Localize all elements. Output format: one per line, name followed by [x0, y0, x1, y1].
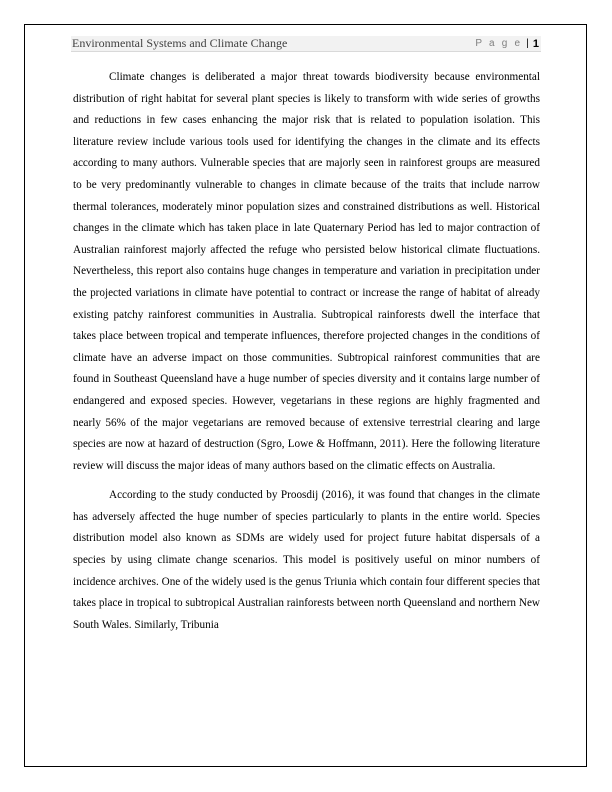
page-separator: |: [526, 38, 529, 49]
page-header: [71, 36, 541, 52]
paragraph-1: Climate changes is deliberated a major threat towards biodiversity because environmental distribution of right habitat for several plant species is likely to transform with wide series of growths and reductions in few cases enhancing the major risk that is related to population isolation. This literature review include various tools used for identifying the changes in the climate and its effects according to many authors. Vulnerable species that are majorly seen in rainforest groups are measured to be very predominantly vulnerable to changes in climate because of the traits that include narrow thermal tolerances, moderately minor population sizes and constrained distributions as well. Historical changes in the climate which has taken place in late Quaternary Period has led to major contraction of Australian rainforest majorly affected the refuge who persisted below historical climate fluctuations. Nevertheless, this report also contains huge changes in temperature and variation in precipitation under the projected variations in climate have potential to contract or increase the range of habitat of already existing patchy rainforest communities in Australia. Subtropical rainforests dwell the interface that takes place between tropical and temperate influences, therefore projected changes in the conditions of climate have an adverse impact on those communities. Subtropical rainforest communities that are found in Southeast Queensland have a huge number of species diversity and it contains large number of endangered and exposed species. However, vegetarians in these regions are highly fragmented and nearly 56% of the major vegetarians are removed because of extensive terrestrial clearing and large species are now at hazard of destruction (Sgro, Lowe & Hoffmann, 2011). Here the following literature review will discuss the major ideas of many authors based on the climatic effects on Australia.: [73, 71, 540, 472]
page-indicator: [475, 38, 541, 50]
page-label: P a g e: [475, 38, 523, 49]
paragraph-2: According to the study conducted by Proosdij (2016), it was found that changes in the climate has adversely affected the huge number of species particularly to plants in the entire world. Species distribution model also known as SDMs are widely used for project future habitat dispersals of a species by using climate change scenarios. This model is positively useful on minor numbers of incidence archives. One of the widely used is the genus Triunia which contain four different species that takes place in tropical to subtropical Australian rainforests between north Queensland and northern New South Wales. Similarly, Tribunia: [73, 489, 540, 631]
document-body: [73, 67, 540, 644]
page-number: 1: [532, 37, 539, 50]
header-title: Environmental Systems and Climate Change: [72, 36, 288, 50]
